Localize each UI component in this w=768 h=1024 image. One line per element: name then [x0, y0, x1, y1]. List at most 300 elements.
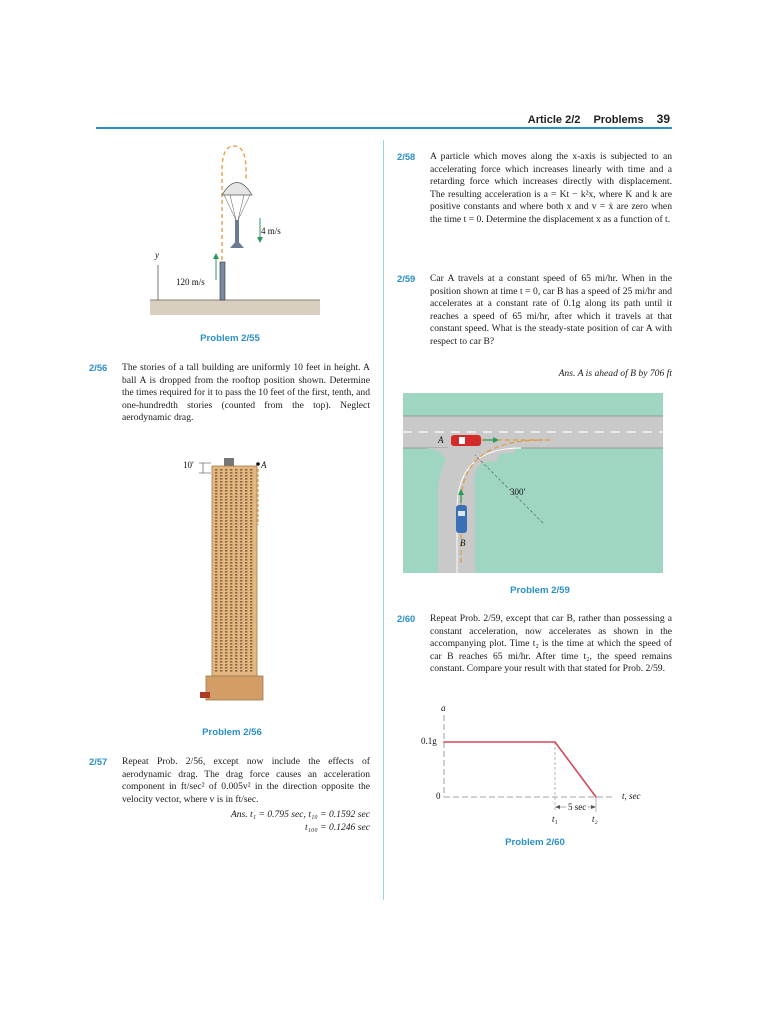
window	[225, 571, 227, 573]
window	[245, 664, 247, 666]
window	[230, 493, 232, 495]
window	[225, 505, 227, 507]
answer-2-59: Ans. A is ahead of B by 706 ft	[558, 368, 672, 379]
window	[250, 613, 252, 615]
window	[235, 595, 237, 597]
window	[225, 556, 227, 558]
window	[235, 598, 237, 600]
window	[235, 550, 237, 552]
window	[245, 646, 247, 648]
window	[240, 655, 242, 657]
launch-rod	[220, 262, 225, 300]
window	[235, 541, 237, 543]
window	[215, 667, 217, 669]
problem-2-59	[397, 273, 672, 349]
window	[245, 613, 247, 615]
window	[250, 631, 252, 633]
window	[245, 535, 247, 537]
window	[230, 547, 232, 549]
window	[235, 538, 237, 540]
window	[245, 601, 247, 603]
window	[235, 529, 237, 531]
window	[235, 487, 237, 489]
window	[230, 508, 232, 510]
window	[225, 511, 227, 513]
problem-text-2-60: Repeat Prob. 2/59, except that car B, rather than possessing a constant acceleration, now accelerates as shown in the accompanying plot. Time t₂ is the time at which the speed of car B reaches 65 mi/hr. After time t₂, the speed remains constant. Compare your result with that stated for Prob. 2/59.	[430, 613, 672, 675]
window	[250, 646, 252, 648]
window	[215, 589, 217, 591]
trajectory	[222, 146, 246, 260]
section-label: Problems	[593, 114, 644, 126]
window	[245, 643, 247, 645]
window	[215, 529, 217, 531]
window	[240, 475, 242, 477]
window	[250, 538, 252, 540]
window	[230, 661, 232, 663]
window	[230, 595, 232, 597]
window	[235, 619, 237, 621]
window	[230, 646, 232, 648]
window	[220, 580, 222, 582]
window	[235, 646, 237, 648]
window	[245, 484, 247, 486]
window	[215, 535, 217, 537]
window	[235, 616, 237, 618]
window	[215, 652, 217, 654]
car-a-label: A	[438, 435, 444, 445]
window	[245, 523, 247, 525]
window	[240, 523, 242, 525]
window	[220, 562, 222, 564]
problem-2-60	[397, 613, 672, 676]
header-rule	[96, 127, 672, 129]
window	[220, 601, 222, 603]
window	[225, 544, 227, 546]
window	[225, 592, 227, 594]
window	[245, 553, 247, 555]
window	[225, 478, 227, 480]
window	[250, 622, 252, 624]
speed-upward-label: 120 m/s	[176, 277, 205, 287]
window	[215, 601, 217, 603]
window	[245, 667, 247, 669]
window	[215, 496, 217, 498]
window	[250, 562, 252, 564]
window	[225, 469, 227, 471]
window	[250, 625, 252, 627]
series-point	[554, 741, 556, 743]
window	[245, 565, 247, 567]
window	[220, 526, 222, 528]
window	[240, 514, 242, 516]
window	[250, 478, 252, 480]
window	[230, 568, 232, 570]
window	[225, 595, 227, 597]
window	[240, 670, 242, 672]
window	[250, 640, 252, 642]
problem-text-2-56: The stories of a tall building are uniformly 10 feet in height. A ball A is dropped from the rooftop position shown. Determine the times required for it to pass the 10 feet of the first, tenth, and one-hundredth stories (counted from the top). Neglect aerodynamic drag.	[122, 362, 370, 424]
window	[225, 598, 227, 600]
window	[240, 646, 242, 648]
window	[225, 499, 227, 501]
window	[215, 487, 217, 489]
window	[245, 640, 247, 642]
window	[220, 604, 222, 606]
window	[245, 520, 247, 522]
window	[235, 493, 237, 495]
window	[225, 643, 227, 645]
chart-ytick: 0.1g	[421, 736, 437, 746]
window	[230, 571, 232, 573]
ball-a-label: A	[261, 460, 267, 470]
problem-text-2-59: Car A travels at a constant speed of 65 mi/hr. When in the position shown at time t = 0, car B has a speed of 25 mi/hr and accelerates at a constant rate of 0.1g along its path until it reaches a speed of 65 mi/hr, after which it travels at that constant speed. What is the steady-state position of car A with respect to car B?	[430, 273, 672, 347]
window	[250, 514, 252, 516]
window	[240, 586, 242, 588]
radius-label: 300′	[510, 487, 526, 497]
window	[215, 502, 217, 504]
window	[235, 580, 237, 582]
window	[230, 475, 232, 477]
window	[240, 472, 242, 474]
window	[235, 604, 237, 606]
chart-origin: 0	[436, 791, 441, 801]
window	[215, 643, 217, 645]
window	[245, 505, 247, 507]
window	[220, 658, 222, 660]
window	[250, 580, 252, 582]
window	[250, 505, 252, 507]
window	[250, 490, 252, 492]
window	[250, 520, 252, 522]
window	[215, 511, 217, 513]
window	[240, 550, 242, 552]
window	[230, 625, 232, 627]
caption-2-59: Problem 2/59	[510, 585, 570, 596]
window	[240, 637, 242, 639]
window	[250, 610, 252, 612]
window	[235, 655, 237, 657]
window	[215, 499, 217, 501]
window	[215, 631, 217, 633]
window	[220, 541, 222, 543]
answer-2-57-line1: Ans. t₁ = 0.795 sec, t₁₀ = 0.1592 sec	[230, 809, 370, 820]
window	[240, 502, 242, 504]
window	[230, 643, 232, 645]
window	[230, 505, 232, 507]
window	[245, 496, 247, 498]
window	[215, 658, 217, 660]
window	[250, 541, 252, 543]
window	[220, 484, 222, 486]
window	[225, 622, 227, 624]
series-line	[444, 742, 596, 797]
window	[245, 559, 247, 561]
window	[245, 658, 247, 660]
window	[225, 526, 227, 528]
window	[240, 478, 242, 480]
speed-chute-label: 4 m/s	[261, 226, 281, 236]
window	[220, 622, 222, 624]
window	[245, 472, 247, 474]
window	[230, 484, 232, 486]
window	[250, 508, 252, 510]
window	[250, 616, 252, 618]
window	[230, 535, 232, 537]
window	[215, 625, 217, 627]
window	[245, 628, 247, 630]
window	[220, 583, 222, 585]
window	[235, 622, 237, 624]
window	[215, 607, 217, 609]
window	[245, 625, 247, 627]
window	[225, 562, 227, 564]
window	[240, 529, 242, 531]
window	[215, 598, 217, 600]
window	[215, 634, 217, 636]
window	[250, 586, 252, 588]
window	[225, 577, 227, 579]
window	[245, 670, 247, 672]
window	[250, 598, 252, 600]
window	[240, 667, 242, 669]
window	[250, 529, 252, 531]
window	[225, 472, 227, 474]
window	[250, 577, 252, 579]
figure-2-59	[403, 393, 663, 573]
window	[240, 649, 242, 651]
problem-number-2-57: 2/57	[89, 756, 108, 767]
window	[215, 547, 217, 549]
window	[220, 565, 222, 567]
window	[220, 646, 222, 648]
window	[215, 619, 217, 621]
window	[235, 661, 237, 663]
window	[245, 541, 247, 543]
window	[230, 562, 232, 564]
window	[250, 499, 252, 501]
chart-xtick-t2: t₂	[592, 814, 598, 824]
window	[230, 667, 232, 669]
window	[225, 532, 227, 534]
window	[230, 616, 232, 618]
window	[225, 508, 227, 510]
window	[215, 508, 217, 510]
window	[250, 526, 252, 528]
window	[250, 550, 252, 552]
window	[220, 529, 222, 531]
window	[230, 622, 232, 624]
window	[230, 496, 232, 498]
window	[250, 574, 252, 576]
window	[240, 616, 242, 618]
window	[220, 652, 222, 654]
problem-number-2-58: 2/58	[397, 151, 416, 162]
window	[215, 649, 217, 651]
window	[220, 628, 222, 630]
window	[240, 532, 242, 534]
window	[220, 523, 222, 525]
window	[220, 625, 222, 627]
running-head	[528, 112, 670, 126]
window	[240, 604, 242, 606]
figure-2-55	[150, 140, 320, 315]
window	[220, 478, 222, 480]
window	[220, 640, 222, 642]
window	[235, 640, 237, 642]
window	[215, 520, 217, 522]
window	[250, 652, 252, 654]
window	[215, 517, 217, 519]
window	[245, 604, 247, 606]
window	[250, 589, 252, 591]
window	[235, 628, 237, 630]
window	[250, 583, 252, 585]
window	[240, 499, 242, 501]
window	[230, 601, 232, 603]
window	[215, 565, 217, 567]
window	[245, 583, 247, 585]
window	[225, 481, 227, 483]
window	[230, 604, 232, 606]
window	[215, 532, 217, 534]
window	[225, 661, 227, 663]
window	[215, 469, 217, 471]
window	[250, 571, 252, 573]
window	[240, 619, 242, 621]
caption-2-60: Problem 2/60	[505, 837, 565, 848]
window	[220, 499, 222, 501]
window	[230, 658, 232, 660]
window	[240, 553, 242, 555]
window	[220, 613, 222, 615]
window	[250, 475, 252, 477]
window	[240, 592, 242, 594]
window	[230, 532, 232, 534]
window	[240, 565, 242, 567]
window	[215, 583, 217, 585]
window	[220, 595, 222, 597]
window	[250, 487, 252, 489]
window	[230, 598, 232, 600]
window	[225, 607, 227, 609]
window	[230, 526, 232, 528]
window	[230, 556, 232, 558]
figure-2-56	[175, 455, 285, 705]
window	[230, 619, 232, 621]
window	[225, 634, 227, 636]
window	[220, 469, 222, 471]
window	[245, 517, 247, 519]
window	[245, 547, 247, 549]
window	[230, 559, 232, 561]
problem-2-56	[89, 362, 370, 425]
window	[245, 532, 247, 534]
window	[215, 493, 217, 495]
window	[220, 490, 222, 492]
window	[230, 583, 232, 585]
window	[225, 637, 227, 639]
window	[230, 478, 232, 480]
window	[235, 601, 237, 603]
window	[240, 664, 242, 666]
window	[250, 649, 252, 651]
window	[225, 601, 227, 603]
window	[220, 475, 222, 477]
window	[250, 511, 252, 513]
window	[240, 607, 242, 609]
window	[240, 598, 242, 600]
window	[245, 649, 247, 651]
window	[225, 583, 227, 585]
window	[235, 613, 237, 615]
window	[225, 625, 227, 627]
window	[240, 601, 242, 603]
window	[245, 595, 247, 597]
window	[220, 661, 222, 663]
window	[230, 664, 232, 666]
window	[245, 502, 247, 504]
window	[245, 529, 247, 531]
window	[225, 514, 227, 516]
window	[235, 631, 237, 633]
window	[225, 484, 227, 486]
window	[225, 487, 227, 489]
window	[235, 523, 237, 525]
window	[235, 490, 237, 492]
window	[225, 589, 227, 591]
window	[230, 538, 232, 540]
window	[215, 592, 217, 594]
window	[235, 556, 237, 558]
window	[220, 505, 222, 507]
window	[220, 493, 222, 495]
window	[220, 550, 222, 552]
window	[240, 652, 242, 654]
window	[230, 613, 232, 615]
window	[235, 589, 237, 591]
window	[250, 637, 252, 639]
window	[220, 544, 222, 546]
window	[235, 637, 237, 639]
window	[225, 619, 227, 621]
window	[225, 613, 227, 615]
window	[230, 490, 232, 492]
window	[230, 565, 232, 567]
window	[240, 520, 242, 522]
window	[245, 616, 247, 618]
window	[215, 661, 217, 663]
window	[230, 541, 232, 543]
window	[230, 637, 232, 639]
window	[225, 535, 227, 537]
window	[235, 568, 237, 570]
window	[235, 592, 237, 594]
window	[245, 514, 247, 516]
window	[230, 511, 232, 513]
window	[250, 592, 252, 594]
window	[235, 496, 237, 498]
window	[240, 544, 242, 546]
window	[215, 604, 217, 606]
window	[215, 514, 217, 516]
window	[220, 568, 222, 570]
window	[240, 490, 242, 492]
problem-text-2-58: A particle which moves along the x-axis is subjected to an accelerating force which increases linearly with time and a retarding force which increases directly with displacement. The resulting acceleration is a = Kt − k²x, where K and k are positive constants and where both x and v = ẋ are zero when the time t = 0. Determine the displacement x as a function of t.	[430, 151, 672, 225]
window	[245, 619, 247, 621]
article-label: Article 2/2	[527, 114, 581, 126]
window	[245, 556, 247, 558]
window	[240, 535, 242, 537]
